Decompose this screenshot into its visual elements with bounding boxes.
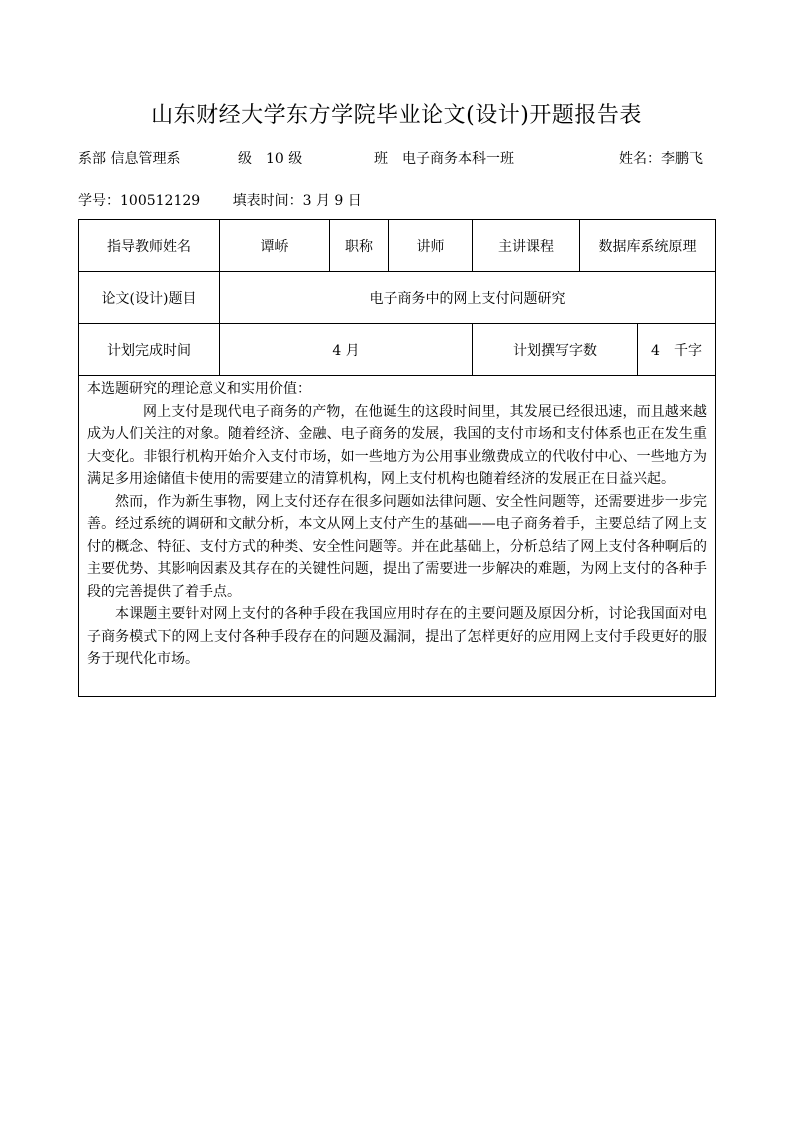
info-row-2: [78, 190, 390, 210]
content-paragraph-2: 然而，作为新生事物，网上支付还存在很多问题如法律问题、安全性问题等，还需要进步一步完善。经过系统的调研和文献分析，本文从网上支付产生的基础——电子商务着手，主要总结了网上支付的概念、特征、支付方式的种类、安全性问题等。并在此基础上，分析总结了网上支付各种啊后的主要优势、其影响因素及其存在的关键性问题，提出了需要进一步解决的难题，为网上支付的各种手段的完善提供了着手点。: [87, 493, 707, 600]
department: 系部 信息管理系: [78, 151, 181, 167]
thesis-value: 电子商务中的网上支付问题研究: [220, 272, 716, 324]
plan-words-value: 4 千字: [638, 324, 716, 376]
table-row: [79, 376, 716, 697]
student-name: 姓名：李鹏飞: [619, 151, 703, 167]
plan-time-value: 4 月: [220, 324, 473, 376]
course-value: 数据库系统原理: [580, 220, 716, 272]
content-paragraph-1: 网上支付是现代电子商务的产物，在他诞生的这段时间里，其发展已经很迅速，而且越来越成为人们关注的对象。随着经济、金融、电子商务的发展，我国的支付市场和支付体系也正在发生重大变化。非银行机构开始介入支付市场，如一些地方为公用事业缴费成立的代收付中心、一些地方为满足多用途储值卡使用的需要建立的清算机构，网上支付机构也随着经济的发展正在日益兴起。: [87, 403, 707, 487]
plan-words-label: 计划撰写字数: [473, 324, 638, 376]
grade: 级 10 级: [238, 151, 303, 167]
table-row: [79, 324, 716, 376]
table-row: [79, 272, 716, 324]
advisor-value: 谭峤: [220, 220, 330, 272]
title-label: 职称: [330, 220, 389, 272]
student-id: 学号：100512129: [78, 193, 201, 209]
class: 班 电子商务本科一班: [374, 151, 514, 167]
page-title: 山东财经大学东方学院毕业论文(设计)开题报告表: [151, 103, 642, 128]
title-value: 讲师: [389, 220, 473, 272]
content-paragraph-3: 本课题主要针对网上支付的各种手段在我国应用时存在的主要问题及原因分析，讨论我国面对电子商务模式下的网上支付各种手段存在的问题及漏洞，提出了怎样更好的应用网上支付手段更好的服务于现代化市场。: [87, 606, 707, 667]
course-label: 主讲课程: [473, 220, 580, 272]
advisor-label: 指导教师姓名: [79, 220, 220, 272]
fill-date: 填表时间：3 月 9 日: [232, 193, 362, 209]
content-cell: [79, 376, 716, 697]
proposal-table: [78, 219, 716, 697]
info-row: [78, 148, 718, 168]
content-heading: 本选题研究的理论意义和实用价值：: [87, 381, 311, 397]
plan-time-label: 计划完成时间: [79, 324, 220, 376]
table-row: [79, 220, 716, 272]
thesis-label: 论文(设计)题目: [79, 272, 220, 324]
